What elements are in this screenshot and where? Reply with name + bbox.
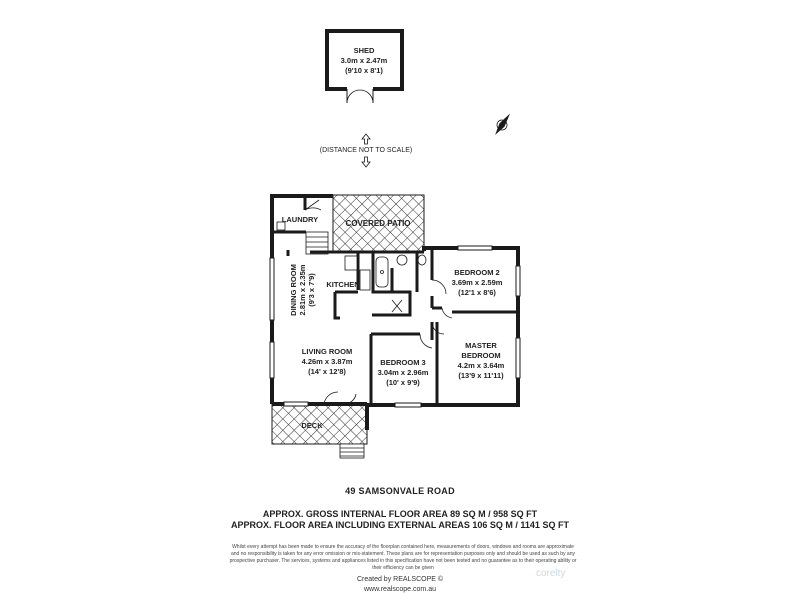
bedroom3-imperial: (10' x 9'9) <box>386 378 420 387</box>
bedroom3-name: BEDROOM 3 <box>380 358 426 367</box>
toilet-icon <box>418 255 426 265</box>
compass-north: N <box>501 117 509 125</box>
shed-metric: 3.0m x 2.47m <box>340 56 388 65</box>
living-name: LIVING ROOM <box>301 347 353 356</box>
total-area: APPROX. FLOOR AREA INCLUDING EXTERNAL AREAS 106 SQ M / 1141 SQ FT <box>231 520 569 530</box>
gross-internal-area: APPROX. GROSS INTERNAL FLOOR AREA 89 SQ M / 958 SQ FT <box>262 509 538 519</box>
master-imperial: (13'9 x 11'11) <box>458 371 504 380</box>
compass-icon <box>491 111 514 138</box>
bedroom2-name: BEDROOM 2 <box>454 268 500 277</box>
room-deck: DECK <box>301 421 323 430</box>
master-name-1: MASTER <box>465 341 497 350</box>
room-dining <box>289 264 316 316</box>
living-imperial: (14' x 12'8) <box>308 367 346 376</box>
room-covered-patio: COVERED PATIO <box>345 219 411 228</box>
room-master-bedroom <box>458 341 505 380</box>
disclaimer: Whilst every attempt has been made to ensure the accuracy of the floorplan contained here, measurements of doors, windows and rooms are approximate and no responsibility is taken for any error omission or mis-statement. These plans are for representation purposes only and should be used as such by any prospective purchaser. The services, systems and appliances listed in this specification have not been tested and no guarantee as to their operating ability or their efficiency can be given <box>229 544 577 571</box>
bedroom2-metric: 3.69m x 2.59m <box>451 278 503 287</box>
watermark-logo: corelty <box>536 568 566 579</box>
credit <box>0 575 800 595</box>
distance-note: (DISTANCE NOT TO SCALE) <box>319 147 413 154</box>
master-metric: 4.2m x 3.64m <box>457 361 505 370</box>
shed-imperial: (9'10 x 8'1) <box>345 66 383 75</box>
living-metric: 4.26m x 3.87m <box>301 357 353 366</box>
arrow-down-icon <box>362 157 370 167</box>
master-name-2: BEDROOM <box>461 351 501 360</box>
distance-marker <box>320 134 412 167</box>
dining-metric: 2.81m x 2.35m <box>298 264 307 316</box>
dining-imperial: (9'3 x 7'9) <box>307 273 316 307</box>
room-bedroom2 <box>452 268 503 297</box>
room-bedroom3 <box>378 358 429 387</box>
kitchen-sink-icon <box>345 256 357 270</box>
stove-icon <box>360 270 370 290</box>
shed-name: SHED <box>353 46 375 55</box>
website-link[interactable]: www.realscope.com.au <box>364 586 436 593</box>
shed <box>327 31 402 103</box>
room-laundry: LAUNDRY <box>281 215 319 224</box>
basin-icon <box>397 255 407 265</box>
area-summary <box>0 509 800 531</box>
dining-name: DINING ROOM <box>289 264 298 316</box>
room-kitchen: KITCHEN <box>326 280 360 289</box>
bedroom2-imperial: (12'1 x 8'6) <box>458 288 496 297</box>
room-living <box>302 347 353 376</box>
arrow-up-icon <box>362 134 370 144</box>
property-address: 49 SAMSONVALE ROAD <box>345 486 455 496</box>
created-by: Created by REALSCOPE © <box>356 576 444 583</box>
deck-steps <box>340 444 364 458</box>
bedroom3-metric: 3.04m x 2.96m <box>377 368 429 377</box>
